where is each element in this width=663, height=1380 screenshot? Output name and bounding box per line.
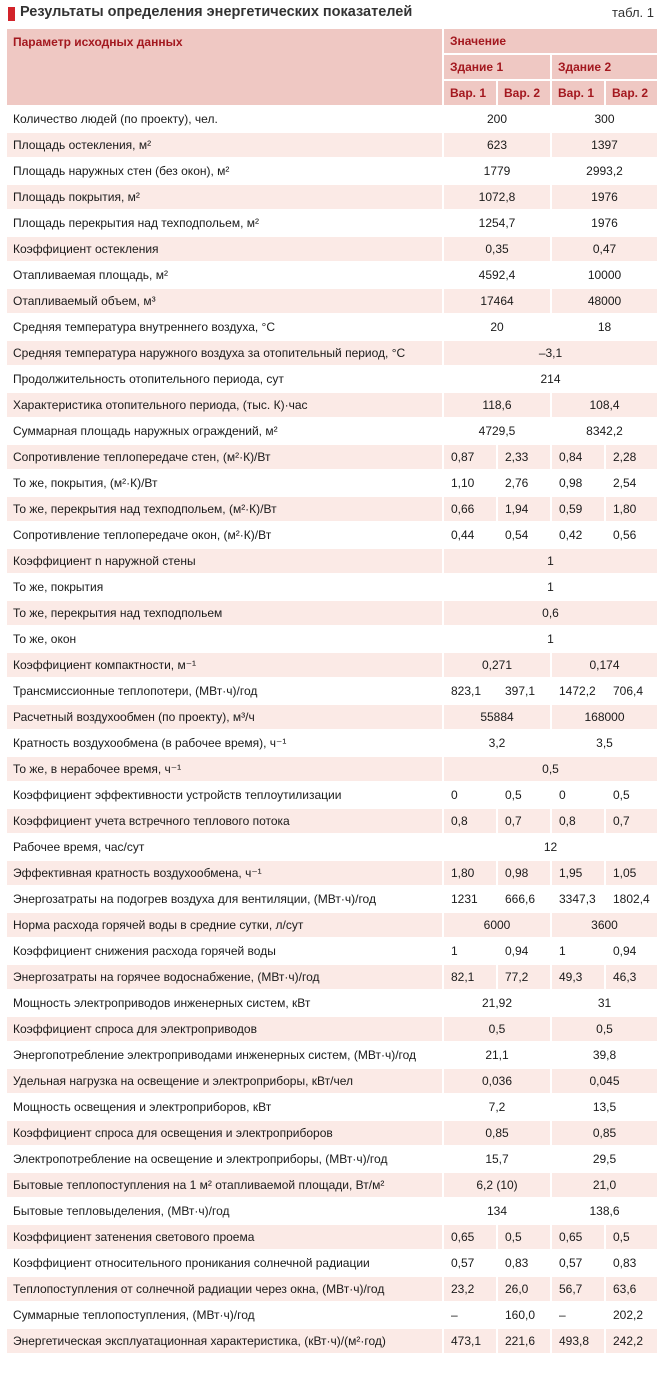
param-label: Мощность электроприводов инженерных систем, кВт bbox=[6, 990, 443, 1016]
value-cell-all: 214 bbox=[443, 366, 658, 392]
value-cell-b1: 0,5 bbox=[443, 1016, 551, 1042]
param-column-header: Параметр исходных данных bbox=[6, 28, 443, 106]
table-row bbox=[6, 626, 658, 652]
table-row bbox=[6, 912, 658, 938]
table-row bbox=[6, 132, 658, 158]
value-cell-var: 3347,3 bbox=[551, 886, 605, 912]
value-cell-var: 1472,2 bbox=[551, 678, 605, 704]
value-cell-var: 0,54 bbox=[497, 522, 551, 548]
value-cell-b2: 300 bbox=[551, 106, 658, 132]
value-cell-var: 0,5 bbox=[497, 1224, 551, 1250]
table-row bbox=[6, 938, 658, 964]
value-cell-var: 77,2 bbox=[497, 964, 551, 990]
value-cell-var: 0,8 bbox=[551, 808, 605, 834]
param-label: Бытовые тепловыделения, (МВт·ч)/год bbox=[6, 1198, 443, 1224]
value-cell-b1: 0,35 bbox=[443, 236, 551, 262]
value-cell-var: – bbox=[551, 1302, 605, 1328]
value-cell-var: 0,59 bbox=[551, 496, 605, 522]
value-cell-var: 823,1 bbox=[443, 678, 497, 704]
table-row bbox=[6, 1224, 658, 1250]
value-cell-b2: 168000 bbox=[551, 704, 658, 730]
results-table-body bbox=[6, 28, 658, 1354]
b1-var1-header: Вар. 1 bbox=[443, 80, 497, 106]
param-label: Мощность освещения и электроприборов, кВт bbox=[6, 1094, 443, 1120]
param-label: Коэффициент затенения светового проема bbox=[6, 1224, 443, 1250]
value-cell-b2: 0,5 bbox=[551, 1016, 658, 1042]
param-label: Эффективная кратность воздухообмена, ч⁻¹ bbox=[6, 860, 443, 886]
value-cell-var: 26,0 bbox=[497, 1276, 551, 1302]
param-label: То же, покрытия, (м²·К)/Вт bbox=[6, 470, 443, 496]
param-label: Бытовые теплопоступления на 1 м² отапливаемой площади, Вт/м² bbox=[6, 1172, 443, 1198]
value-cell-b1: 0,271 bbox=[443, 652, 551, 678]
value-cell-var: 0,94 bbox=[605, 938, 658, 964]
value-cell-var: – bbox=[443, 1302, 497, 1328]
table-row bbox=[6, 1094, 658, 1120]
table-row bbox=[6, 1276, 658, 1302]
table-row bbox=[6, 522, 658, 548]
value-cell-b1: 134 bbox=[443, 1198, 551, 1224]
param-label: То же, в нерабочее время, ч⁻¹ bbox=[6, 756, 443, 782]
table-row bbox=[6, 678, 658, 704]
table-row bbox=[6, 106, 658, 132]
param-label: Площадь перекрытия над техподпольем, м² bbox=[6, 210, 443, 236]
value-cell-b1: 4729,5 bbox=[443, 418, 551, 444]
value-cell-var: 0,56 bbox=[605, 522, 658, 548]
value-cell-b2: 31 bbox=[551, 990, 658, 1016]
value-cell-all: –3,1 bbox=[443, 340, 658, 366]
table-row bbox=[6, 1146, 658, 1172]
value-cell-var: 2,33 bbox=[497, 444, 551, 470]
param-label: Сопротивление теплопередаче окон, (м²·К)/Вт bbox=[6, 522, 443, 548]
value-cell-var: 2,76 bbox=[497, 470, 551, 496]
value-cell-b1: 6,2 (10) bbox=[443, 1172, 551, 1198]
b2-var1-header: Вар. 1 bbox=[551, 80, 605, 106]
table-row bbox=[6, 1068, 658, 1094]
table-row bbox=[6, 1042, 658, 1068]
value-cell-b1: 623 bbox=[443, 132, 551, 158]
param-label: Коэффициент эффективности устройств теплоутилизации bbox=[6, 782, 443, 808]
value-cell-var: 0,65 bbox=[443, 1224, 497, 1250]
value-cell-b2: 0,85 bbox=[551, 1120, 658, 1146]
value-cell-var: 0,42 bbox=[551, 522, 605, 548]
value-cell-var: 706,4 bbox=[605, 678, 658, 704]
table-row bbox=[6, 548, 658, 574]
param-label: То же, покрытия bbox=[6, 574, 443, 600]
param-label: Электропотребление на освещение и электроприборы, (МВт·ч)/год bbox=[6, 1146, 443, 1172]
param-label: Энергопотребление электроприводами инженерных систем, (МВт·ч)/год bbox=[6, 1042, 443, 1068]
results-table bbox=[5, 27, 659, 1355]
value-cell-b1: 6000 bbox=[443, 912, 551, 938]
param-label: Площадь остекления, м² bbox=[6, 132, 443, 158]
title-marker-icon bbox=[8, 7, 15, 21]
param-label: Коэффициент относительного проникания солнечной радиации bbox=[6, 1250, 443, 1276]
value-cell-var: 1 bbox=[551, 938, 605, 964]
table-row bbox=[6, 1328, 658, 1354]
param-label: Расчетный воздухообмен (по проекту), м³/ч bbox=[6, 704, 443, 730]
param-label: Энергозатраты на подогрев воздуха для вентиляции, (МВт·ч)/год bbox=[6, 886, 443, 912]
value-cell-b1: 1072,8 bbox=[443, 184, 551, 210]
table-title: Результаты определения энергетических показателей bbox=[20, 4, 413, 20]
table-row bbox=[6, 808, 658, 834]
value-cell-var: 1,05 bbox=[605, 860, 658, 886]
param-label: Энергетическая эксплуатационная характеристика, (кВт·ч)/(м²·год) bbox=[6, 1328, 443, 1354]
value-cell-all: 1 bbox=[443, 574, 658, 600]
value-cell-b1: 4592,4 bbox=[443, 262, 551, 288]
param-label: То же, перекрытия над техподпольем, (м²·К)/Вт bbox=[6, 496, 443, 522]
table-row bbox=[6, 444, 658, 470]
table-row bbox=[6, 600, 658, 626]
value-cell-b2: 0,174 bbox=[551, 652, 658, 678]
table-row bbox=[6, 314, 658, 340]
table-row bbox=[6, 496, 658, 522]
table-row bbox=[6, 730, 658, 756]
table-row bbox=[6, 756, 658, 782]
value-cell-all: 1 bbox=[443, 626, 658, 652]
value-cell-var: 0,83 bbox=[605, 1250, 658, 1276]
param-label: Коэффициент остекления bbox=[6, 236, 443, 262]
value-cell-var: 397,1 bbox=[497, 678, 551, 704]
param-label: Удельная нагрузка на освещение и электроприборы, кВт/чел bbox=[6, 1068, 443, 1094]
param-label: Трансмиссионные теплопотери, (МВт·ч)/год bbox=[6, 678, 443, 704]
b2-var2-header: Вар. 2 bbox=[605, 80, 658, 106]
value-cell-all: 0,6 bbox=[443, 600, 658, 626]
table-row bbox=[6, 704, 658, 730]
table-row bbox=[6, 288, 658, 314]
table-row bbox=[6, 1198, 658, 1224]
param-label: Средняя температура внутреннего воздуха, °С bbox=[6, 314, 443, 340]
table-row bbox=[6, 392, 658, 418]
table-row bbox=[6, 1250, 658, 1276]
value-cell-b2: 13,5 bbox=[551, 1094, 658, 1120]
building-1-header: Здание 1 bbox=[443, 54, 551, 80]
value-cell-var: 46,3 bbox=[605, 964, 658, 990]
value-cell-b2: 2993,2 bbox=[551, 158, 658, 184]
table-row bbox=[6, 262, 658, 288]
table-row bbox=[6, 184, 658, 210]
value-cell-b2: 18 bbox=[551, 314, 658, 340]
value-cell-var: 0,7 bbox=[497, 808, 551, 834]
param-label: Суммарная площадь наружных ограждений, м² bbox=[6, 418, 443, 444]
value-cell-all: 1 bbox=[443, 548, 658, 574]
param-label: Коэффициент спроса для освещения и электроприборов bbox=[6, 1120, 443, 1146]
param-label: Продолжительность отопительного периода, сут bbox=[6, 366, 443, 392]
value-cell-b2: 21,0 bbox=[551, 1172, 658, 1198]
table-row bbox=[6, 366, 658, 392]
value-cell-b2: 10000 bbox=[551, 262, 658, 288]
value-cell-var: 0,57 bbox=[443, 1250, 497, 1276]
value-cell-var: 0,5 bbox=[497, 782, 551, 808]
value-cell-var: 23,2 bbox=[443, 1276, 497, 1302]
value-cell-b2: 3,5 bbox=[551, 730, 658, 756]
value-cell-b1: 118,6 bbox=[443, 392, 551, 418]
value-cell-var: 1802,4 bbox=[605, 886, 658, 912]
value-cell-var: 0,8 bbox=[443, 808, 497, 834]
building-2-header: Здание 2 bbox=[551, 54, 658, 80]
table-row bbox=[6, 860, 658, 886]
value-cell-var: 82,1 bbox=[443, 964, 497, 990]
param-label: Кратность воздухообмена (в рабочее время), ч⁻¹ bbox=[6, 730, 443, 756]
param-label: То же, перекрытия над техподпольем bbox=[6, 600, 443, 626]
value-cell-all: 0,5 bbox=[443, 756, 658, 782]
table-number-label: табл. 1 bbox=[612, 5, 654, 20]
table-row bbox=[6, 574, 658, 600]
value-cell-b2: 39,8 bbox=[551, 1042, 658, 1068]
param-label: Средняя температура наружного воздуха за отопительный период, °С bbox=[6, 340, 443, 366]
title-bar bbox=[5, 0, 658, 27]
param-label: Площадь покрытия, м² bbox=[6, 184, 443, 210]
table-row bbox=[6, 210, 658, 236]
value-cell-b2: 1976 bbox=[551, 184, 658, 210]
value-cell-var: 1,94 bbox=[497, 496, 551, 522]
table-row bbox=[6, 782, 658, 808]
param-label: Количество людей (по проекту), чел. bbox=[6, 106, 443, 132]
table-row bbox=[6, 1302, 658, 1328]
param-label: Сопротивление теплопередаче стен, (м²·К)/Вт bbox=[6, 444, 443, 470]
value-cell-b2: 29,5 bbox=[551, 1146, 658, 1172]
value-cell-var: 160,0 bbox=[497, 1302, 551, 1328]
param-label: Коэффициент учета встречного теплового потока bbox=[6, 808, 443, 834]
value-cell-var: 1231 bbox=[443, 886, 497, 912]
value-cell-var: 49,3 bbox=[551, 964, 605, 990]
value-cell-b1: 0,036 bbox=[443, 1068, 551, 1094]
table-row bbox=[6, 990, 658, 1016]
value-cell-var: 0 bbox=[443, 782, 497, 808]
value-cell-b1: 1779 bbox=[443, 158, 551, 184]
param-label: Теплопоступления от солнечной радиации через окна, (МВт·ч)/год bbox=[6, 1276, 443, 1302]
param-label: Коэффициент n наружной стены bbox=[6, 548, 443, 574]
param-label: Коэффициент компактности, м⁻¹ bbox=[6, 652, 443, 678]
value-cell-var: 0 bbox=[551, 782, 605, 808]
param-label: Суммарные теплопоступления, (МВт·ч)/год bbox=[6, 1302, 443, 1328]
value-column-header: Значение bbox=[443, 28, 658, 54]
value-cell-b1: 21,1 bbox=[443, 1042, 551, 1068]
value-cell-b2: 1976 bbox=[551, 210, 658, 236]
value-cell-var: 0,83 bbox=[497, 1250, 551, 1276]
value-cell-b2: 0,045 bbox=[551, 1068, 658, 1094]
table-row bbox=[6, 340, 658, 366]
value-cell-var: 221,6 bbox=[497, 1328, 551, 1354]
table-row bbox=[6, 1172, 658, 1198]
value-cell-var: 242,2 bbox=[605, 1328, 658, 1354]
table-row bbox=[6, 1120, 658, 1146]
param-label: Рабочее время, час/сут bbox=[6, 834, 443, 860]
value-cell-var: 0,44 bbox=[443, 522, 497, 548]
param-label: Отапливаемый объем, м³ bbox=[6, 288, 443, 314]
table-row bbox=[6, 236, 658, 262]
value-cell-var: 1,80 bbox=[605, 496, 658, 522]
param-label: Площадь наружных стен (без окон), м² bbox=[6, 158, 443, 184]
header-row-value bbox=[6, 28, 658, 54]
param-label: Характеристика отопительного периода, (тыс. К)·час bbox=[6, 392, 443, 418]
value-cell-var: 2,54 bbox=[605, 470, 658, 496]
value-cell-var: 473,1 bbox=[443, 1328, 497, 1354]
value-cell-var: 0,7 bbox=[605, 808, 658, 834]
value-cell-b2: 3600 bbox=[551, 912, 658, 938]
value-cell-var: 1,80 bbox=[443, 860, 497, 886]
value-cell-var: 493,8 bbox=[551, 1328, 605, 1354]
param-label: Коэффициент спроса для электроприводов bbox=[6, 1016, 443, 1042]
param-label: Отапливаемая площадь, м² bbox=[6, 262, 443, 288]
table-row bbox=[6, 886, 658, 912]
value-cell-var: 1,95 bbox=[551, 860, 605, 886]
value-cell-var: 0,98 bbox=[497, 860, 551, 886]
value-cell-var: 0,57 bbox=[551, 1250, 605, 1276]
value-cell-var: 56,7 bbox=[551, 1276, 605, 1302]
value-cell-b1: 55884 bbox=[443, 704, 551, 730]
table-row bbox=[6, 418, 658, 444]
value-cell-var: 202,2 bbox=[605, 1302, 658, 1328]
value-cell-var: 0,5 bbox=[605, 782, 658, 808]
value-cell-var: 0,84 bbox=[551, 444, 605, 470]
value-cell-b2: 8342,2 bbox=[551, 418, 658, 444]
param-label: Коэффициент снижения расхода горячей воды bbox=[6, 938, 443, 964]
param-label: Энергозатраты на горячее водоснабжение, (МВт·ч)/год bbox=[6, 964, 443, 990]
value-cell-var: 1,10 bbox=[443, 470, 497, 496]
b1-var2-header: Вар. 2 bbox=[497, 80, 551, 106]
table-row bbox=[6, 470, 658, 496]
value-cell-var: 1 bbox=[443, 938, 497, 964]
value-cell-b2: 0,47 bbox=[551, 236, 658, 262]
param-label: Норма расхода горячей воды в средние сутки, л/сут bbox=[6, 912, 443, 938]
value-cell-b2: 48000 bbox=[551, 288, 658, 314]
param-label: То же, окон bbox=[6, 626, 443, 652]
value-cell-b2: 138,6 bbox=[551, 1198, 658, 1224]
value-cell-b1: 7,2 bbox=[443, 1094, 551, 1120]
table-row bbox=[6, 834, 658, 860]
value-cell-var: 0,66 bbox=[443, 496, 497, 522]
value-cell-b1: 200 bbox=[443, 106, 551, 132]
value-cell-var: 2,28 bbox=[605, 444, 658, 470]
value-cell-b1: 20 bbox=[443, 314, 551, 340]
value-cell-b1: 0,85 bbox=[443, 1120, 551, 1146]
value-cell-var: 0,98 bbox=[551, 470, 605, 496]
value-cell-var: 0,5 bbox=[605, 1224, 658, 1250]
value-cell-b1: 3,2 bbox=[443, 730, 551, 756]
value-cell-b2: 108,4 bbox=[551, 392, 658, 418]
value-cell-b2: 1397 bbox=[551, 132, 658, 158]
table-row bbox=[6, 964, 658, 990]
value-cell-b1: 1254,7 bbox=[443, 210, 551, 236]
value-cell-var: 0,65 bbox=[551, 1224, 605, 1250]
value-cell-all: 12 bbox=[443, 834, 658, 860]
table-row bbox=[6, 652, 658, 678]
value-cell-b1: 17464 bbox=[443, 288, 551, 314]
table-row bbox=[6, 158, 658, 184]
value-cell-b1: 21,92 bbox=[443, 990, 551, 1016]
value-cell-var: 666,6 bbox=[497, 886, 551, 912]
value-cell-var: 0,94 bbox=[497, 938, 551, 964]
value-cell-var: 63,6 bbox=[605, 1276, 658, 1302]
value-cell-b1: 15,7 bbox=[443, 1146, 551, 1172]
value-cell-var: 0,87 bbox=[443, 444, 497, 470]
table-row bbox=[6, 1016, 658, 1042]
